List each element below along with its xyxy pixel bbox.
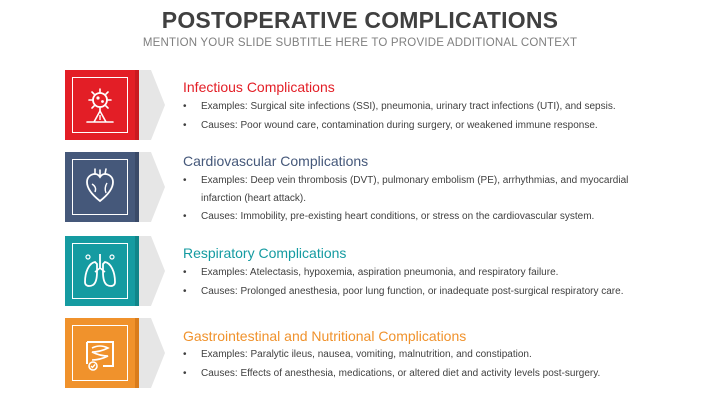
intestine-icon xyxy=(79,332,121,374)
page-subtitle: MENTION YOUR SLIDE SUBTITLE HERE TO PROVIDE ADDITIONAL CONTEXT xyxy=(142,37,578,49)
icon-tile-gastrointestinal xyxy=(65,318,165,388)
icon-square xyxy=(65,70,135,140)
page-title: POSTOPERATIVE COMPLICATIONS xyxy=(161,7,559,33)
icon-square xyxy=(65,152,135,222)
heart-icon xyxy=(79,166,121,208)
icon-square xyxy=(65,318,135,388)
complication-item-respiratory xyxy=(0,236,720,306)
complication-item-gastrointestinal xyxy=(0,318,720,388)
lungs-icon xyxy=(79,250,121,292)
icon-tile-cardiovascular xyxy=(65,152,165,222)
complication-item-infectious xyxy=(0,70,720,140)
icon-tile-infectious xyxy=(65,70,165,140)
virus-icon xyxy=(79,84,121,126)
examples-infectious: • Examples: Surgical site infections (SSI), pneumonia, urinary tract infections (UTI), and sepsis. xyxy=(183,101,616,112)
examples-respiratory: • Examples: Atelectasis, hypoxemia, aspiration pneumonia, and respiratory failure. xyxy=(183,267,559,278)
causes-infectious: • Causes: Poor wound care, contamination during surgery, or weakened immune response. xyxy=(183,120,598,131)
examples-cardiovascular: • Examples: Deep vein thrombosis (DVT), pulmonary embolism (PE), arrhythmias, and myocardial infarction (heart attack). xyxy=(183,175,629,204)
examples-gastrointestinal: • Examples: Paralytic ileus, nausea, vomiting, malnutrition, and constipation. xyxy=(183,349,532,360)
causes-cardiovascular: • Causes: Immobility, pre-existing heart conditions, or stress on the cardiovascular system. xyxy=(183,211,595,222)
heading-cardiovascular: Cardiovascular Complications xyxy=(183,153,369,169)
icon-square xyxy=(65,236,135,306)
icon-tile-respiratory xyxy=(65,236,165,306)
heading-respiratory: Respiratory Complications xyxy=(183,245,347,261)
heading-infectious: Infectious Complications xyxy=(183,79,335,95)
causes-respiratory: • Causes: Prolonged anesthesia, poor lung function, or inadequate post-surgical respiratory care. xyxy=(183,286,624,297)
heading-gastrointestinal: Gastrointestinal and Nutritional Complications xyxy=(183,328,467,344)
causes-gastrointestinal: • Causes: Effects of anesthesia, medications, or altered diet and activity levels post-surgery. xyxy=(183,368,601,379)
complication-item-cardiovascular xyxy=(0,152,720,222)
